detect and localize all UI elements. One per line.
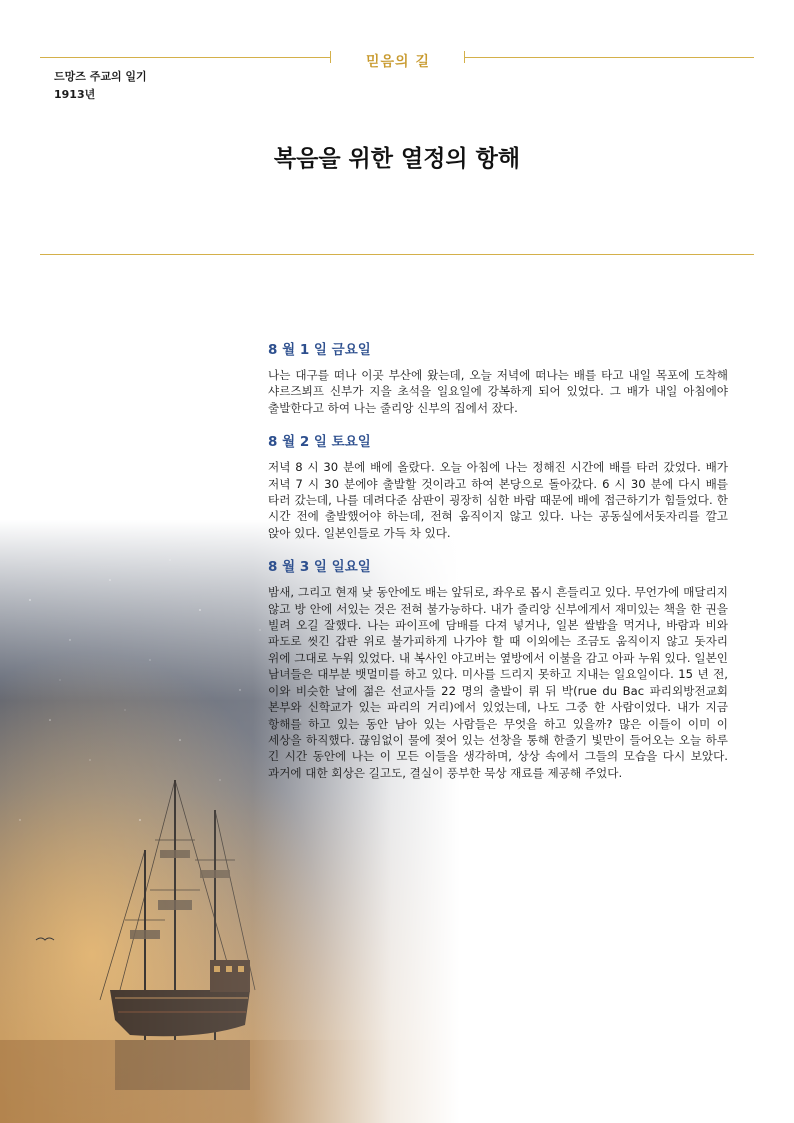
entry-body: 저녁 8 시 30 분에 배에 올랐다. 오늘 아침에 나는 정해진 시간에 배를 타러 갔었다. 배가 저녁 7 시 30 분에야 출발할 것이라고 하여 본당으로 돌아갔다. 6 시 30 분에 다시 배를 타러 갔는데, 나를 데려다준 삼판이 굉장히 심한 바람 때문에 배에 접근하기가 힘들었다. 한 시간 전에 출발했어야 하는데, 전혀 움직이지 않고 있다. 나는 공동실에서돗자리를 깔고 앉아 있다. 일본인들로 가득 차 있다. [268,460,728,540]
diary-entry [268,555,728,781]
header-rule-right [464,57,754,58]
entry-body: 밤새, 그리고 현재 낮 동안에도 배는 앞뒤로, 좌우로 몹시 흔들리고 있다. 무언가에 매달리지 않고 방 안에 서있는 것은 전혀 불가능하다. 내가 줄리앙 신부에게서 재미있는 책을 한 권을 빌려 오길 잘했다. 나는 파이프에 담배를 다져 넣거나, 일본 쌀밥을 먹거나, 바람과 비와 파도로 씻긴 갑판 위로 불가피하게 나가야 할 때 이외에는 조금도 움직이지 않고 돗자리 위에 그대로 누워 있었다. 내 복사인 야고버는 옆방에서 이불을 감고 아파 누워 있다. 일본인 남녀들은 대부분 뱃멀미를 하고 있다. 미사를 드리지 못하고 지내는 일요일이다. 15 년 전, 이와 비슷한 날에 젊은 선교사들 22 명의 출발이 뤼 뒤 박(rue du Bac 파리외방전교회 본부와 신학교가 있는 파리의 거리)에서 있었는데, 나도 그중 한 사람이었다. 내가 지금 항해를 하고 있는 동안 남아 있는 사람들은 무엇을 하고 있을까? 많은 이들이 이미 이 세상을 하직했다. 끊임없이 물에 젖어 있는 선창을 통해 한줄기 빛만이 들어오는 오늘 하루 긴 시간 동안에 나는 이 모든 이들을 생각하며, 상상 속에서 그들의 모습을 다시 보았다. 과거에 대한 회상은 길고도, 결실이 풍부한 묵상 재료를 제공해 주었다. [268,585,728,780]
year-label: 1913년 [54,88,96,101]
header-rule-left [40,57,330,58]
entry-date: 8 월 3 일 일요일 [268,559,371,576]
title-divider [40,254,754,255]
header-rule-left-tick [330,51,331,63]
diary-entry [268,338,728,416]
entry-date: 8 월 1 일 금요일 [268,342,371,358]
series-label: 드망즈 주교의 일기 [54,70,147,83]
entry-body: 나는 대구를 떠나 이곳 부산에 왔는데, 오늘 저녁에 떠나는 배를 타고 내일 목포에 도착해 샤르즈뵈프 신부가 지을 초석을 일요일에 강복하게 되어 있었다. 그 배가 내일 아침에야 출발한다고 하여 나는 줄리앙 신부의 집에서 잤다. [268,368,728,415]
page-title: 복음을 위한 열정의 항해 [273,146,521,172]
diary-content [268,338,728,795]
diary-entry [268,430,728,541]
section-title: 믿음의 길 [366,54,430,70]
entry-date: 8 월 2 일 토요일 [268,434,371,451]
